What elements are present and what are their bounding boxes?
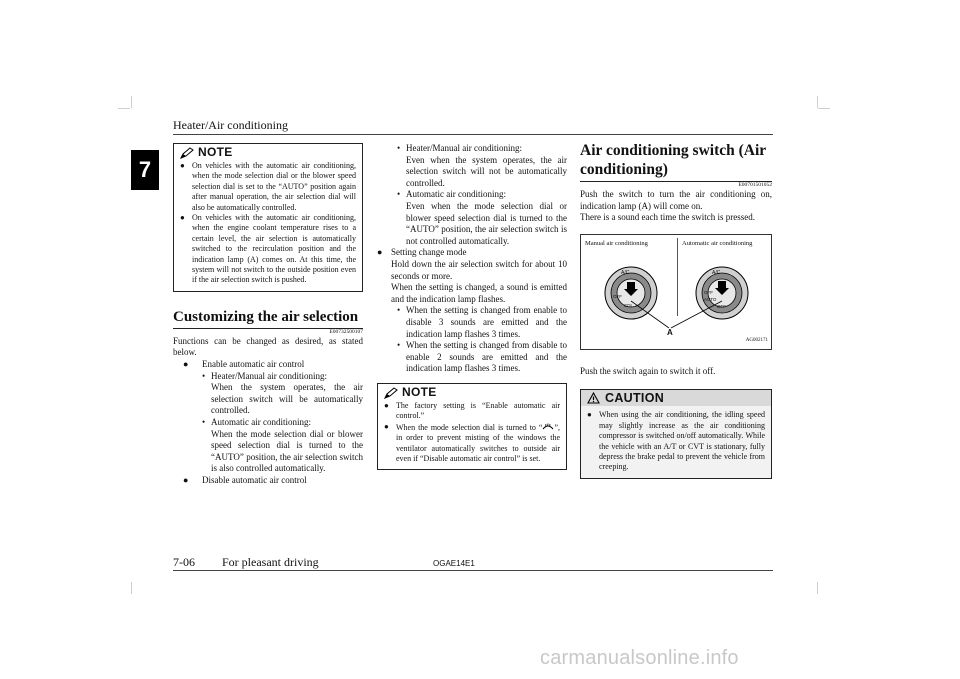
footer-code: OGAE14E1	[433, 559, 475, 568]
sub-list-text: When the mode selection dial or blower speed selection dial is turned to the “AUTO” position, the air selection switch is also controlled automatically.	[211, 428, 363, 474]
sub-list-text: When the setting is changed from enable to disable 3 sounds are emitted and the indication lamp flashes 3 times.	[406, 305, 567, 339]
sub-list-text: When the system operates, the air selection switch will be automatically controlled.	[211, 382, 363, 416]
list-item-label: Enable automatic air control	[202, 359, 305, 370]
note-box	[377, 383, 567, 470]
bullet-icon: •	[397, 143, 401, 153]
sub-list-item	[173, 371, 363, 383]
section-intro: Functions can be changed as desired, as stated below.	[173, 335, 363, 358]
bullet-icon: ●	[377, 247, 383, 258]
section-title: Customizing the air selection	[173, 308, 359, 325]
note-pencil-icon	[384, 387, 398, 399]
caution-body	[581, 406, 771, 472]
warning-triangle-icon	[587, 392, 600, 404]
page-header-title: Heater/Air conditioning	[173, 118, 288, 132]
column-2	[377, 143, 567, 470]
header-rule	[173, 134, 773, 135]
column-3	[580, 141, 772, 479]
note-text: On vehicles with the automatic air conditioning, when the engine coolant temperature rises to a certain level, the air selection is automatically switched to the recirculation position and the indication lamp (A) comes on. At this time, the system will not switch to the outside position even if the air selection switch is pushed.	[192, 213, 356, 285]
figure-code: AG002171	[745, 338, 768, 344]
note-item	[384, 422, 560, 465]
knob-label: OFF	[704, 289, 713, 295]
list-item-label: Setting change mode	[391, 247, 467, 258]
crop-mark	[131, 96, 132, 108]
bullet-icon: •	[202, 417, 206, 428]
list-item	[173, 475, 363, 487]
sub-list-item	[377, 143, 567, 155]
note-text	[396, 422, 560, 465]
bullet-icon: ●	[180, 161, 185, 170]
knob-label: CDL	[624, 302, 634, 308]
sub-list-label: Automatic air conditioning:	[211, 417, 311, 428]
sub-list-label: Heater/Manual air conditioning:	[211, 370, 327, 381]
body-text: Hold down the air selection switch for about 10 seconds or more.	[391, 258, 567, 281]
note-text-part: ”, in order to prevent misting of the windows the ventilator automatically switches to outside air even if “Disable automatic air control” is set.	[396, 422, 560, 463]
caution-text: When using the air conditioning, the idling speed may slightly increase as the air conditioning compressor is switched on/off automatically. While the vehicle with an A/T or CVT is stationary, fully depress the brake pedal to prevent the vehicle from creeping.	[599, 410, 765, 472]
sub-list-text: Even when the system operates, the air selection switch will not be automatically controlled.	[406, 154, 567, 188]
bullet-icon: ●	[183, 475, 189, 485]
body-text: Push the switch to turn the air conditioning on, indication lamp (A) will come on.	[580, 189, 772, 211]
bullet-icon: •	[397, 305, 401, 316]
caution-item	[587, 410, 765, 472]
crop-mark	[817, 582, 818, 594]
sub-list-label: Automatic air conditioning:	[406, 189, 506, 200]
list-item-label: Disable automatic air control	[202, 475, 307, 485]
bullet-icon: ●	[384, 400, 389, 410]
ac-knob-illustration	[581, 235, 771, 349]
bullet-icon: ●	[183, 359, 189, 370]
note-heading	[384, 387, 560, 399]
bullet-icon: •	[397, 189, 401, 200]
knob-label: A/C	[621, 269, 630, 276]
body-text: There is a sound each time the switch is pressed.	[580, 212, 755, 223]
watermark: carmanualsonline.info	[540, 647, 739, 669]
crop-mark	[817, 96, 818, 108]
bullet-icon: ●	[384, 421, 389, 431]
caution-label: CAUTION	[605, 390, 665, 405]
crop-mark	[818, 108, 830, 109]
knob-label: AUTO	[704, 296, 717, 302]
note-box	[173, 143, 363, 292]
sub-list-item	[173, 417, 363, 429]
defrost-icon	[542, 422, 554, 431]
crop-mark	[118, 108, 130, 109]
figure-label-automatic: Automatic air conditioning	[682, 239, 753, 247]
note-text: On vehicles with the automatic air conditioning, when the mode selection dial or the blower speed selection dial is set to the “AUTO” position again after manual operation, the air selection dial will also be automatically controlled.	[192, 161, 356, 212]
body-text: Push the switch again to switch it off.	[580, 365, 716, 376]
note-text-part: When the mode selection dial is turned to “	[396, 422, 543, 432]
caution-heading	[581, 390, 771, 406]
bullet-icon: •	[397, 340, 401, 351]
chapter-tab: 7	[131, 150, 159, 190]
caution-box	[580, 389, 772, 478]
footer-rule	[173, 570, 773, 571]
note-label: NOTE	[198, 145, 233, 160]
sub-list-text: Even when the mode selection dial or blower speed selection dial is turned to the “AUTO” position, the air selection switch is not controlled automatically.	[406, 200, 567, 246]
note-item	[384, 401, 560, 422]
note-heading	[180, 147, 356, 159]
note-text: The factory setting is “Enable automatic air control.”	[396, 400, 560, 421]
sub-list-label: Heater/Manual air conditioning:	[406, 143, 522, 153]
footer-page-number: 7-06	[173, 555, 195, 569]
note-label: NOTE	[402, 385, 437, 400]
note-item	[180, 213, 356, 286]
body-text: When the setting is changed, a sound is emitted and the indication lamp flashes.	[391, 282, 567, 304]
sub-list-item	[377, 189, 567, 201]
note-item	[180, 161, 356, 213]
figure-callout-label: A	[667, 327, 673, 337]
figure-ac-switch	[580, 234, 772, 350]
bullet-icon: •	[202, 370, 206, 381]
figure-label-manual: Manual air conditioning	[585, 239, 648, 247]
sub-list-item	[377, 340, 567, 375]
sub-list-item	[377, 305, 567, 340]
bullet-icon: ●	[587, 410, 592, 420]
knob-label: OFF	[613, 293, 622, 299]
section-code: E00701501052	[580, 181, 772, 189]
bullet-icon: ●	[180, 213, 185, 223]
footer-section-name: For pleasant driving	[222, 555, 319, 569]
list-item	[173, 359, 363, 371]
knob-label: OFF	[717, 303, 726, 309]
section-title: Air conditioning switch (Air conditioning)	[580, 142, 766, 178]
sub-list-text: When the setting is changed from disable to enable 2 sounds are emitted and the indication lamp flashes 3 times.	[406, 340, 567, 374]
section-code: E00732500107	[173, 328, 363, 336]
column-1	[173, 143, 363, 487]
note-pencil-icon	[180, 147, 194, 159]
knob-label: A/C	[712, 269, 721, 276]
crop-mark	[131, 582, 132, 594]
list-item	[377, 247, 567, 259]
